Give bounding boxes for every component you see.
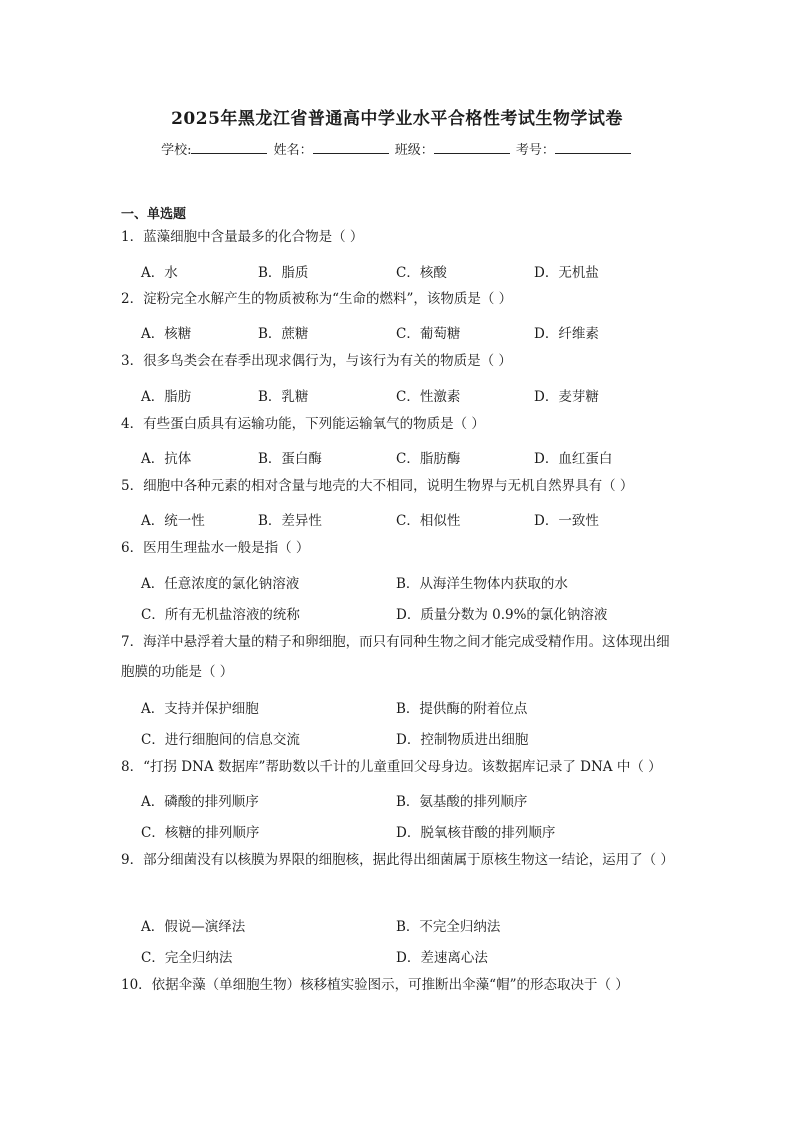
question-8: 8．“打拐 DNA 数据库”帮助数以千计的儿童重回父母身边。该数据库记录了 DNA 中（ ） bbox=[121, 759, 662, 775]
q7-option-a: A．支持并保护细胞 bbox=[141, 701, 259, 717]
question-7: 7．海洋中悬浮着大量的精子和卵细胞，而只有同种生物之间才能完成受精作用。这体现出细胞膜的功能是（ ） bbox=[121, 634, 670, 680]
q2-option-b: B．蔗糖 bbox=[258, 326, 309, 342]
name-label: 姓名： bbox=[273, 143, 313, 158]
question-5: 5．细胞中各种元素的相对含量与地壳的大不相同，说明生物界与无机自然界具有（ ） bbox=[121, 478, 634, 494]
q9-option-c: C．完全归纳法 bbox=[141, 950, 233, 966]
q3-option-b: B．乳糖 bbox=[258, 389, 309, 405]
name-blank[interactable] bbox=[313, 142, 389, 154]
question-3: 3．很多鸟类会在春季出现求偶行为，与该行为有关的物质是（ ） bbox=[121, 353, 512, 369]
q2-option-c: C．葡萄糖 bbox=[396, 326, 461, 342]
q2-option-d: D．纤维素 bbox=[534, 326, 599, 342]
q1-option-a: A．水 bbox=[141, 265, 178, 281]
q8-option-a: A．磷酸的排列顺序 bbox=[141, 794, 259, 810]
q6-option-b: B．从海洋生物体内获取的水 bbox=[396, 576, 568, 592]
question-6: 6．医用生理盐水一般是指（ ） bbox=[121, 540, 310, 556]
exam-title: 2025年黑龙江省普通高中学业水平合格性考试生物学试卷 bbox=[171, 109, 623, 129]
q3-option-d: D．麦芽糖 bbox=[534, 389, 599, 405]
q1-option-c: C．核酸 bbox=[396, 265, 447, 281]
q9-option-a: A．假说—演绎法 bbox=[141, 919, 246, 935]
school-blank[interactable] bbox=[191, 142, 267, 154]
q7-option-b: B．提供酶的附着位点 bbox=[396, 701, 528, 717]
question-2: 2．淀粉完全水解产生的物质被称为“生命的燃料”，该物质是（ ） bbox=[121, 291, 513, 307]
q9-option-d: D．差速离心法 bbox=[396, 950, 488, 966]
q6-option-a: A．任意浓度的氯化钠溶液 bbox=[141, 576, 300, 592]
q4-option-d: D．血红蛋白 bbox=[534, 451, 613, 467]
q4-option-c: C．脂肪酶 bbox=[396, 451, 461, 467]
q6-option-c: C．所有无机盐溶液的统称 bbox=[141, 607, 300, 623]
student-info-line bbox=[0, 139, 794, 158]
question-9: 9．部分细菌没有以核膜为界限的细胞核，据此得出细菌属于原核生物这一结论，运用了（ ） bbox=[121, 852, 674, 868]
q8-option-d: D．脱氧核苷酸的排列顺序 bbox=[396, 825, 556, 841]
number-label: 考号： bbox=[515, 143, 555, 158]
question-1: 1．蓝藻细胞中含量最多的化合物是（ ） bbox=[121, 229, 364, 245]
q9-option-b: B．不完全归纳法 bbox=[396, 919, 501, 935]
q4-option-b: B．蛋白酶 bbox=[258, 451, 322, 467]
q7-option-c: C．进行细胞间的信息交流 bbox=[141, 732, 300, 748]
q5-option-a: A．统一性 bbox=[141, 513, 205, 529]
q8-option-c: C．核糖的排列顺序 bbox=[141, 825, 260, 841]
section-heading: 一、单选题 bbox=[121, 207, 187, 222]
q5-option-c: C．相似性 bbox=[396, 513, 461, 529]
q1-option-d: D．无机盐 bbox=[534, 265, 599, 281]
q5-option-d: D．一致性 bbox=[534, 513, 599, 529]
q7-option-d: D．控制物质进出细胞 bbox=[396, 732, 529, 748]
q2-option-a: A．核糖 bbox=[141, 326, 192, 342]
q5-option-b: B．差异性 bbox=[258, 513, 322, 529]
q4-option-a: A．抗体 bbox=[141, 451, 192, 467]
q8-option-b: B．氨基酸的排列顺序 bbox=[396, 794, 528, 810]
number-blank[interactable] bbox=[555, 142, 631, 154]
q3-option-c: C．性激素 bbox=[396, 389, 461, 405]
class-label: 班级： bbox=[394, 143, 434, 158]
school-label: 学校: bbox=[161, 143, 192, 158]
class-blank[interactable] bbox=[434, 142, 510, 154]
q1-option-b: B．脂质 bbox=[258, 265, 309, 281]
question-4: 4．有些蛋白质具有运输功能，下列能运输氧气的物质是（ ） bbox=[121, 416, 485, 432]
q3-option-a: A．脂肪 bbox=[141, 389, 192, 405]
q6-option-d: D．质量分数为 0.9%的氯化钠溶液 bbox=[396, 607, 608, 623]
question-10: 10．依据伞藻（单细胞生物）核移植实验图示，可推断出伞藻“帽”的形态取决于（ ） bbox=[121, 977, 629, 993]
